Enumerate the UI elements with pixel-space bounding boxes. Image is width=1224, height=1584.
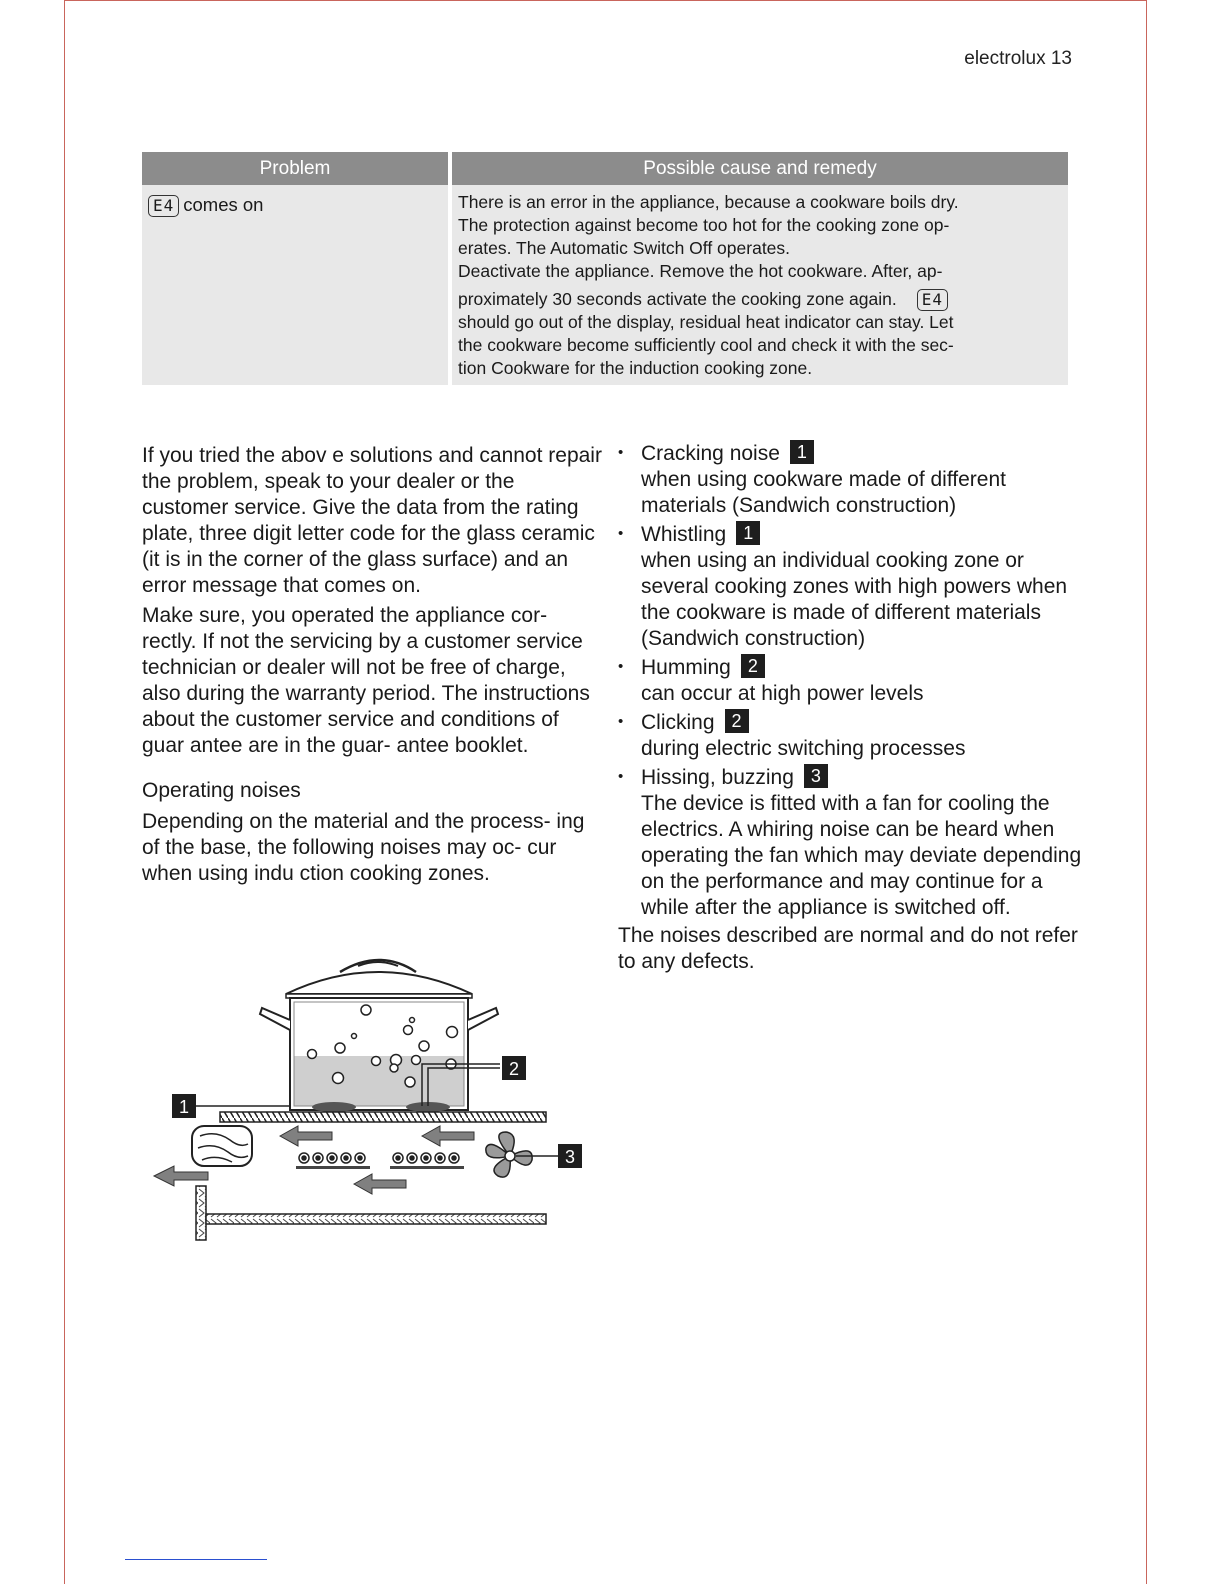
problem-cell (142, 185, 452, 385)
noise-title: Humming (641, 656, 731, 679)
callout-badge: 2 (725, 709, 749, 733)
list-item (618, 654, 1088, 707)
callout-badge: 3 (804, 764, 828, 788)
noise-title: Cracking noise (641, 442, 780, 465)
induction-noise-diagram (150, 948, 590, 1248)
remedy-line: The protection against become too hot for the cooking zone op- (458, 215, 950, 235)
error-code-display-inline: E4 (917, 289, 948, 311)
callout-badge: 1 (790, 440, 814, 464)
remedy-line: erates. The Automatic Switch Off operates. (458, 238, 791, 258)
remedy-column-header: Possible cause and remedy (452, 152, 1068, 185)
brand-name: electrolux (964, 48, 1046, 69)
wood-block-icon (192, 1126, 252, 1166)
noise-description: can occur at high power levels (641, 682, 924, 705)
remedy-line: tion Cookware for the induction cooking zone. (458, 358, 813, 378)
page-border-top (64, 0, 1147, 1)
svg-text:1: 1 (178, 1097, 190, 1117)
list-item (618, 709, 1088, 762)
remedy-line: There is an error in the appliance, because a cookware boils dry. (458, 192, 959, 212)
callout-badge-3 (558, 1144, 582, 1168)
noise-title-line (641, 521, 1088, 548)
list-item (618, 764, 1088, 921)
noise-title: Whistling (641, 523, 727, 546)
page-border-left (64, 0, 65, 1584)
svg-text:3: 3 (564, 1147, 576, 1167)
cooking-pot-icon (260, 960, 498, 1112)
warranty-paragraph: Make sure, you operated the appliance cor- rectly. If not the servicing by a customer service technician or dealer will not be free of charge, also during the warranty period. The instructions about the customer service and conditions of guar antee are in the guar- antee booklet. (142, 604, 590, 757)
induction-coil-icon (296, 1153, 464, 1169)
troubleshooting-table (142, 152, 1068, 385)
page-border-right (1146, 0, 1147, 1584)
noise-title: Hissing, buzzing (641, 766, 794, 789)
noise-title: Clicking (641, 711, 715, 734)
table-row (142, 185, 1068, 385)
remedy-line: proximately 30 seconds activate the cooking zone again. (458, 289, 897, 309)
noise-description: The device is fitted with a fan for cooling the electrics. A whiring noise can be heard when operating the fan which may deviate depending on the performance and may continue for a while after the appliance is switched off. (641, 792, 1082, 919)
cooling-fan-icon (486, 1132, 532, 1177)
left-column (142, 443, 602, 891)
list-item (618, 440, 1088, 519)
noise-description: when using cookware made of different materials (Sandwich construction) (641, 468, 1006, 517)
housing-wall (196, 1186, 206, 1240)
page-header (900, 48, 1072, 70)
conclusion-text: The noises described are normal and do not refer to any defects. (618, 924, 1078, 973)
noise-title-line (641, 764, 1088, 791)
noise-list (618, 440, 1088, 921)
noise-title-line (641, 440, 1088, 467)
table-header-row (142, 152, 1068, 185)
section-title-operating-noises: Operating noises (142, 779, 301, 802)
problem-text: comes on (183, 194, 264, 215)
remedy-line: the cookware become sufficiently cool and check it with the sec- (458, 335, 954, 355)
noise-description: during electric switching processes (641, 737, 966, 760)
callout-badge-2 (502, 1056, 526, 1080)
callout-badge: 2 (741, 654, 765, 678)
noise-title-line (641, 709, 1088, 736)
remedy-line-with-code (458, 288, 1058, 311)
remedy-line: Deactivate the appliance. Remove the hot cookware. After, ap- (458, 261, 943, 281)
footer-rule (125, 1559, 267, 1560)
remedy-line: should go out of the display, residual heat indicator can stay. Let (458, 312, 954, 332)
noises-intro-paragraph: Depending on the material and the process- ing of the base, the following noises may oc- cur when using indu ction cooking zones. (142, 810, 585, 885)
right-column (618, 440, 1088, 975)
glass-ceramic-plate (220, 1112, 546, 1122)
page-number: 13 (1050, 48, 1072, 69)
svg-text:2: 2 (508, 1059, 520, 1079)
callout-badge: 1 (736, 521, 760, 545)
service-paragraph: If you tried the abov e solutions and cannot repair the problem, speak to your dealer or the customer service. Give the data from the rating plate, three digit letter code for the glass ceramic (it is in the corner of the glass surface) and an error message that comes on. (142, 444, 602, 597)
list-item (618, 521, 1088, 652)
noise-title-line (641, 654, 1088, 681)
callout-badge-1 (172, 1094, 196, 1118)
housing-base (206, 1214, 546, 1224)
problem-column-header: Problem (142, 152, 452, 185)
remedy-cell (452, 185, 1068, 385)
error-code-display: E4 (148, 195, 179, 217)
noise-description: when using an individual cooking zone or several cooking zones with high powers when the cookware is made of different materials (Sandwich construction) (641, 549, 1068, 650)
